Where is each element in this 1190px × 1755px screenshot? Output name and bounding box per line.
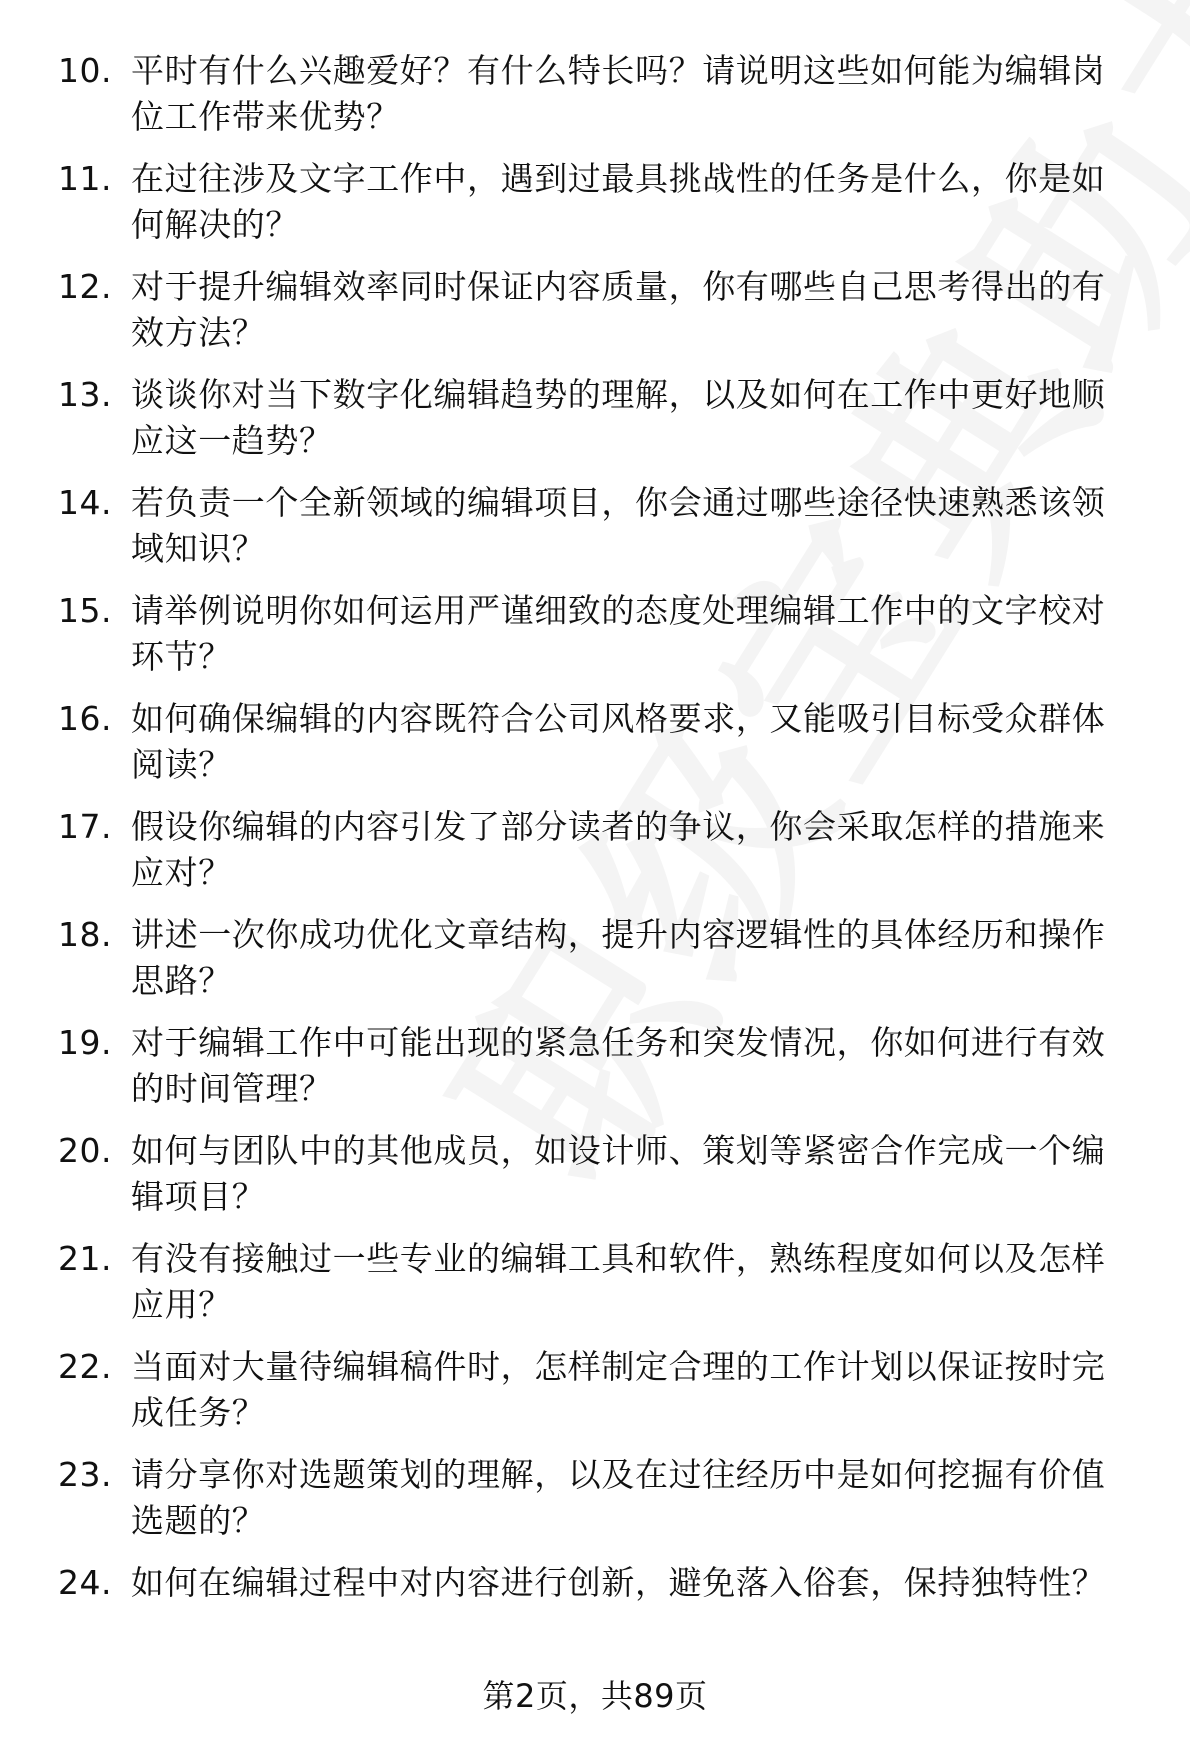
question-number: 14. xyxy=(58,483,112,522)
question-text: 如何与团队中的其他成员，如设计师、策划等紧密合作完成一个编辑项目？ xyxy=(131,1131,1106,1216)
question-item xyxy=(58,480,1148,588)
question-number: 22. xyxy=(58,1347,112,1386)
question-number: 20. xyxy=(58,1131,112,1170)
question-number: 13. xyxy=(58,375,112,414)
question-text: 讲述一次你成功优化文章结构，提升内容逻辑性的具体经历和操作思路？ xyxy=(131,915,1106,1000)
question-item xyxy=(58,804,1148,912)
question-number: 15. xyxy=(58,591,112,630)
question-text: 谈谈你对当下数字化编辑趋势的理解，以及如何在工作中更好地顺应这一趋势？ xyxy=(131,375,1106,460)
question-number: 19. xyxy=(58,1023,112,1062)
question-number: 23. xyxy=(58,1455,112,1494)
question-item xyxy=(58,1236,1148,1344)
question-number: 16. xyxy=(58,699,112,738)
question-number: 17. xyxy=(58,807,112,846)
question-list xyxy=(58,48,1148,1668)
question-item xyxy=(58,48,1148,156)
question-text: 对于编辑工作中可能出现的紧急任务和突发情况，你如何进行有效的时间管理？ xyxy=(131,1023,1106,1108)
question-text: 有没有接触过一些专业的编辑工具和软件，熟练程度如何以及怎样应用？ xyxy=(131,1239,1106,1324)
question-item xyxy=(58,588,1148,696)
question-text: 假设你编辑的内容引发了部分读者的争议，你会采取怎样的措施来应对？ xyxy=(131,807,1106,892)
question-item xyxy=(58,264,1148,372)
question-text: 请分享你对选题策划的理解，以及在过往经历中是如何挖掘有价值选题的？ xyxy=(131,1455,1106,1540)
question-text: 如何确保编辑的内容既符合公司风格要求，又能吸引目标受众群体阅读？ xyxy=(131,699,1106,784)
question-item xyxy=(58,696,1148,804)
question-text: 当面对大量待编辑稿件时，怎样制定合理的工作计划以保证按时完成任务？ xyxy=(131,1347,1106,1432)
question-item xyxy=(58,1128,1148,1236)
question-text: 平时有什么兴趣爱好？有什么特长吗？请说明这些如何能为编辑岗位工作带来优势？ xyxy=(131,51,1106,136)
question-item xyxy=(58,1020,1148,1128)
question-text: 请举例说明你如何运用严谨细致的态度处理编辑工作中的文字校对环节？ xyxy=(131,591,1106,676)
question-text: 若负责一个全新领域的编辑项目，你会通过哪些途径快速熟悉该领域知识？ xyxy=(131,483,1106,568)
question-item xyxy=(58,156,1148,264)
question-number: 10. xyxy=(58,51,112,90)
page-number: 第2页，共89页 xyxy=(482,1677,708,1715)
question-number: 21. xyxy=(58,1239,112,1278)
question-item xyxy=(58,912,1148,1020)
question-item xyxy=(58,1452,1148,1560)
question-item xyxy=(58,372,1148,480)
question-number: 11. xyxy=(58,159,112,198)
question-number: 12. xyxy=(58,267,112,306)
question-number: 24. xyxy=(58,1563,112,1602)
question-number: 18. xyxy=(58,915,112,954)
question-text: 如何在编辑过程中对内容进行创新，避免落入俗套，保持独特性？ xyxy=(131,1563,1106,1602)
question-item xyxy=(58,1560,1148,1668)
question-text: 在过往涉及文字工作中，遇到过最具挑战性的任务是什么，你是如何解决的？ xyxy=(131,159,1106,244)
question-item xyxy=(58,1344,1148,1452)
question-text: 对于提升编辑效率同时保证内容质量，你有哪些自己思考得出的有效方法？ xyxy=(131,267,1106,352)
